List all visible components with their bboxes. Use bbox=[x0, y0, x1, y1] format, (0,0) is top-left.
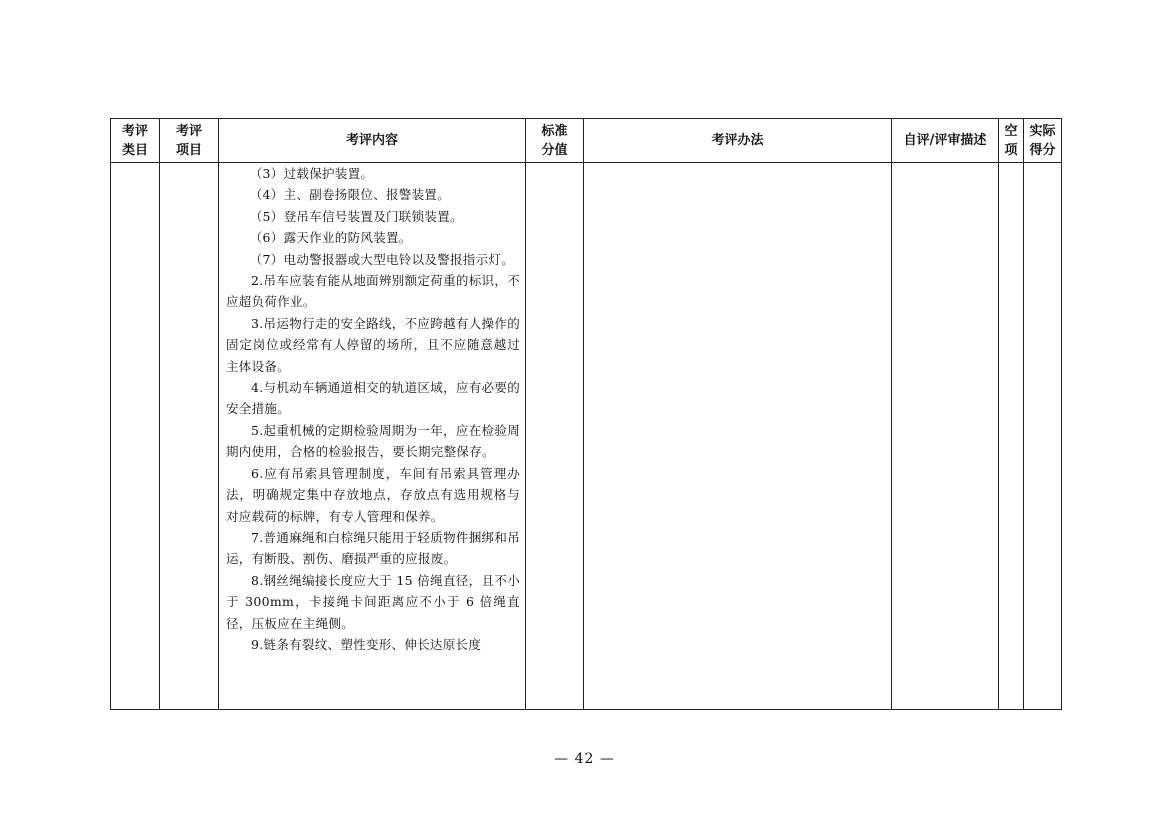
table-header-row bbox=[111, 119, 1062, 163]
content-paragraph-8: 4.与机动车辆通道相交的轨道区域，应有必要的安全措施。 bbox=[226, 380, 520, 417]
content-paragraph-6: 2.吊车应装有能从地面辨别额定荷重的标识，不应超负荷作业。 bbox=[226, 273, 520, 310]
content-paragraph-11: 7.普通麻绳和白棕绳只能用于轻质物件捆绑和吊运，有断股、割伤、磨损严重的应报废。 bbox=[226, 529, 520, 567]
header-empty-line2: 项 bbox=[1004, 142, 1018, 158]
evaluation-table bbox=[110, 118, 1062, 710]
header-category-line1: 考评 bbox=[121, 123, 148, 139]
header-self-review: 自评/评审描述 bbox=[892, 119, 999, 163]
content-paragraph-4: （6）露天作业的防风装置。 bbox=[249, 230, 412, 246]
header-item bbox=[160, 119, 219, 163]
header-empty-line1: 空 bbox=[1004, 123, 1018, 139]
header-standard-score-line1: 标准 bbox=[541, 123, 568, 139]
header-actual-score-line1: 实际 bbox=[1029, 123, 1056, 139]
header-standard-score bbox=[526, 119, 584, 163]
header-actual-score bbox=[1024, 119, 1062, 163]
content-paragraph-10: 6.应有吊索具管理制度，车间有吊索具管理办法，明确规定集中存放地点，存放点有选用规格与对应载荷的标牌，有专人管理和保养。 bbox=[226, 465, 520, 524]
self-review-cell bbox=[892, 163, 999, 710]
content-paragraph-1: （3）过载保护装置。 bbox=[249, 166, 374, 181]
content-paragraph-5: （7）电动警报器或大型电铃以及警报指示灯。 bbox=[249, 251, 515, 267]
header-category-line2: 类目 bbox=[121, 142, 148, 158]
method-cell bbox=[584, 163, 892, 710]
content-paragraph-7: 3.吊运物行走的安全路线，不应跨越有人操作的固定岗位或经常有人停留的场所，且不应随意越过主体设备。 bbox=[226, 315, 520, 374]
header-empty bbox=[999, 119, 1024, 163]
header-category bbox=[111, 119, 160, 163]
content-cell bbox=[219, 163, 526, 710]
content-paragraph-2: （4）主、副卷扬限位、报警装置。 bbox=[249, 187, 451, 203]
item-cell bbox=[160, 163, 219, 710]
header-item-line1: 考评 bbox=[175, 123, 202, 139]
content-paragraph-3: （5）登吊车信号装置及门联锁装置。 bbox=[249, 208, 463, 224]
header-actual-score-line2: 得分 bbox=[1029, 142, 1056, 158]
header-item-line2: 项目 bbox=[175, 142, 202, 158]
content-paragraph-9: 5.起重机械的定期检验周期为一年，应在检验周期内使用，合格的检验报告，要长期完整保存。 bbox=[226, 422, 520, 460]
header-content: 考评内容 bbox=[219, 119, 526, 163]
page-number: — 42 — bbox=[554, 751, 615, 767]
content-paragraph-12: 8.钢丝绳编接长度应大于 15 倍绳直径，且不小于 300mm，卡接绳卡间距离应不小于 6 倍绳直径，压板应在主绳侧。 bbox=[226, 572, 520, 631]
category-cell bbox=[111, 163, 160, 710]
content-paragraph-13: 9.链条有裂纹、塑性变形、伸长达原长度 bbox=[251, 636, 482, 652]
table-row bbox=[111, 163, 1062, 710]
empty-cell bbox=[999, 163, 1024, 710]
standard-score-cell bbox=[526, 163, 584, 710]
header-standard-score-line2: 分值 bbox=[541, 142, 568, 158]
actual-score-cell bbox=[1024, 163, 1062, 710]
header-method: 考评办法 bbox=[584, 119, 892, 163]
